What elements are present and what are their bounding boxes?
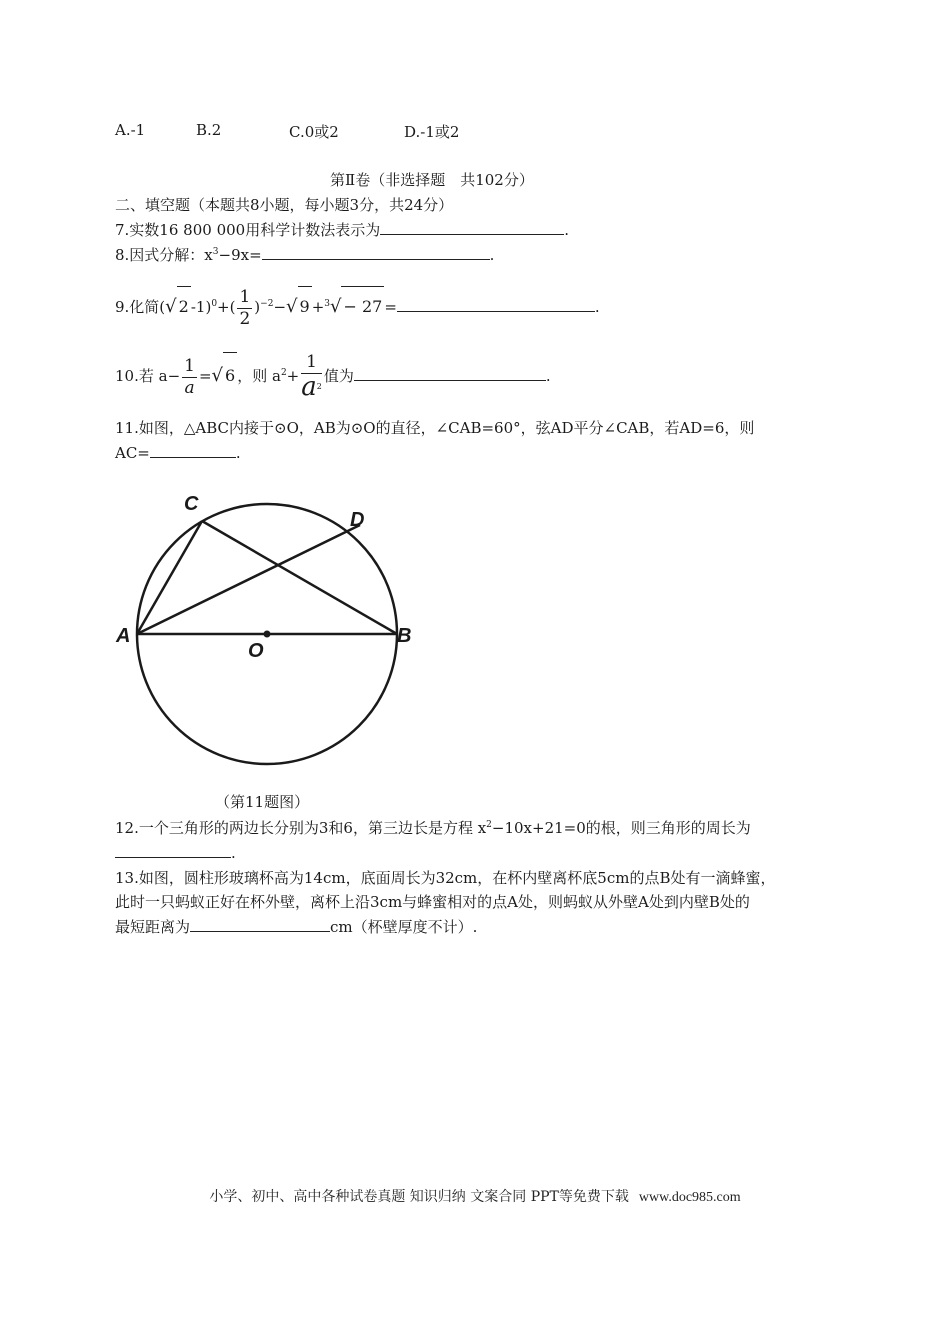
q10-prefix: 10.若 a− (115, 367, 181, 385)
q11-prefix: AC= (115, 444, 150, 462)
q10-small2: 2 (316, 382, 322, 391)
q9-exp0: 0 (211, 299, 218, 309)
q12-prefix: 12.一个三角形的两边长分别为3和6，第三边长是方程 x (115, 819, 487, 837)
q8-prefix: 8.因式分解：x (115, 246, 213, 264)
q10-frac2-num: 1 (301, 354, 322, 374)
option-a: A.-1 (115, 121, 146, 139)
footer-url[interactable]: www.doc985.com (638, 1190, 741, 1205)
q8-exp: 3 (212, 247, 219, 257)
label-d: D (350, 509, 365, 531)
option-c: C.0或2 (289, 123, 339, 141)
q9-plus: + (311, 298, 325, 316)
q7-text: 7.实数16 800 000用科学计数法表示为 (115, 221, 381, 239)
question-12-line1 (115, 818, 751, 838)
q10-frac2-den-wrap (301, 374, 322, 400)
q8-end: . (489, 246, 495, 264)
q12-rest: −10x+21=0的根，则三角形的周长为 (491, 819, 751, 837)
label-b: B (397, 625, 412, 647)
q10-then: ，则 a (237, 367, 281, 385)
q10-fraction (182, 355, 197, 398)
page-footer (0, 1186, 950, 1206)
q10-frac-den: a (184, 377, 195, 398)
question-12-line2 (115, 843, 236, 863)
section-title: 第Ⅱ卷（非选择题 共102分） (330, 171, 534, 189)
q11-answer-blank (150, 443, 236, 458)
q9-sqrt9: 9 (298, 286, 312, 327)
q9-after-sqrt: -1) (190, 298, 212, 316)
q10-frac-num: 1 (184, 355, 195, 376)
q9-minus: − (273, 298, 287, 316)
question-8 (115, 245, 494, 265)
q12-answer-blank (115, 843, 231, 858)
label-a: A (116, 625, 131, 647)
q9-answer-blank (397, 297, 595, 312)
q7-end: . (564, 221, 569, 239)
section-heading: 二、填空题（本题共8小题，每小题3分，共24分） (115, 196, 454, 214)
question-11-line1: 11.如图，△ABC内接于⊙O，AB为⊙O的直径，∠CAB=60°，弦AD平分∠CAB，若AD=6，则 (115, 419, 755, 437)
option-d: D.-1或2 (404, 123, 460, 141)
q10-sqrt6: 6 (223, 352, 237, 399)
question-13-line1: 13.如图，圆柱形玻璃杯高为14cm，底面周长为32cm，在杯内壁离杯底5cm的点B处有一滴蜂蜜， (115, 869, 776, 887)
q9-half-fraction (237, 286, 252, 329)
q9-equals: = (384, 298, 397, 316)
q9-close: ) (254, 298, 261, 316)
footer-text: 小学、初中、高中各种试卷真题 知识归纳 文案合同 PPT等免费下载 (209, 1189, 629, 1205)
q10-answer-blank (354, 366, 546, 381)
question-13-line3 (115, 917, 477, 937)
question-9: 9.化简(√ 2 -1)$^0$+( $\frac{1}{2}$ )$^{-2}$−√ 9 +$^3$√ − 27 = . (115, 286, 600, 329)
q10-fraction-2 (301, 354, 322, 400)
q11-caption: （第11题图） (215, 793, 310, 811)
q11-end: . (235, 444, 241, 462)
question-7 (115, 220, 569, 240)
option-b: B.2 (196, 121, 222, 139)
q11-figure (110, 490, 430, 780)
q10-end: . (545, 367, 551, 385)
question-13-line2: 此时一只蚂蚁正好在杯外壁，离杯上沿3cm与蜂蜜相对的点A处，则蚂蚁从外壁A处到内壁B处的 (115, 893, 750, 911)
q9-half-den: 2 (239, 308, 251, 329)
q9-plus-paren: +( (217, 298, 236, 316)
chord-ad (137, 525, 360, 634)
q8-rest: −9x= (218, 246, 262, 264)
question-11-line2 (115, 443, 241, 463)
q7-answer-blank (380, 220, 564, 235)
q13-prefix: 最短距离为 (115, 918, 191, 936)
q8-answer-blank (262, 245, 490, 260)
q9-prefix: 9.化简( (115, 298, 166, 316)
q13-rest: cm（杯壁厚度不计）. (330, 918, 478, 936)
q9-sqrt2: 2 (177, 286, 191, 327)
label-c: C (184, 493, 199, 515)
q12-end: . (231, 844, 236, 862)
q10-exp2: 2 (280, 368, 287, 378)
q10-plus: + (286, 367, 300, 385)
q9-end: . (594, 298, 600, 316)
q10-eq: = (198, 367, 212, 385)
q12-exp: 2 (486, 820, 492, 830)
center-point (264, 631, 271, 638)
q13-answer-blank (190, 917, 330, 932)
question-10: 10.若 a− $\frac{1}{a}$ =√ 6 ，则 $a^2+$ $\frac{1}{a^2}$ 值为 . (115, 352, 551, 402)
q9-half-num: 1 (239, 286, 251, 307)
q10-value: 值为 (323, 367, 354, 385)
q9-cube-index: 3 (324, 299, 330, 309)
chord-cb (202, 521, 397, 634)
q9-exp-neg2: −2 (260, 299, 274, 309)
label-o: O (248, 640, 264, 662)
q9-cube-val: − 27 (341, 286, 384, 327)
q10-frac2-den: a (301, 372, 317, 402)
